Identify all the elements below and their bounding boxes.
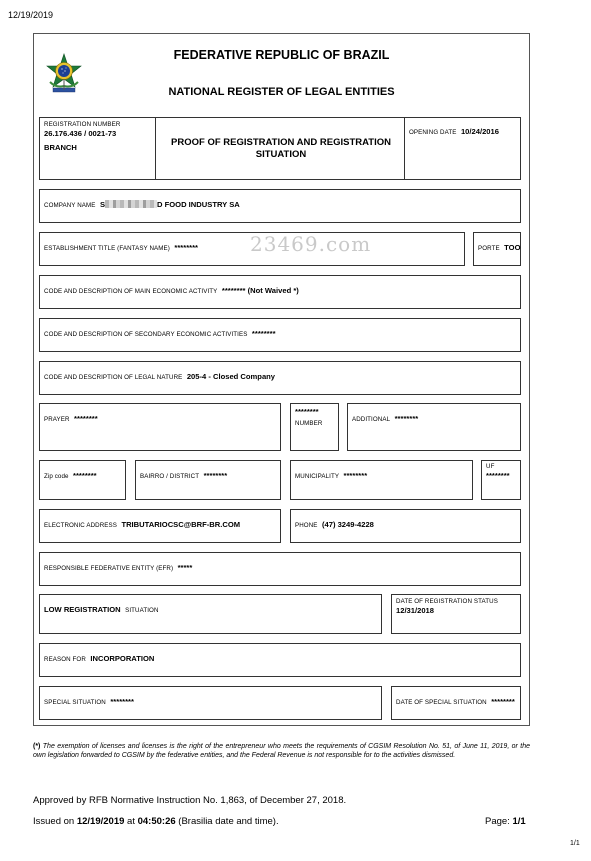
legal-nature-label: CODE AND DESCRIPTION OF LEGAL NATURE <box>44 374 183 381</box>
main-activity-box <box>39 275 521 309</box>
situation-date-label: DATE OF REGISTRATION STATUS <box>396 598 498 605</box>
number-label: NUMBER <box>295 420 323 427</box>
special-date-value: ******** <box>491 697 515 706</box>
registration-type: BRANCH <box>44 143 77 152</box>
uf-value: ******** <box>486 471 510 480</box>
efr-box <box>39 552 521 586</box>
company-name-box <box>39 189 521 223</box>
registration-number-box <box>39 117 156 180</box>
watermark: 23469.com <box>250 232 372 256</box>
proof-title-box <box>155 117 405 180</box>
phone-label: PHONE <box>295 522 318 529</box>
issued-at: at <box>127 816 135 827</box>
special-situation-box <box>39 686 382 720</box>
situation-date-box <box>391 594 521 634</box>
legal-nature-value: 205-4 - Closed Company <box>186 372 276 381</box>
footnote-text: The exemption of licenses and licenses is the right of the entrepreneur who meets the requirements of CGSIM Resolution No. 51, of June 11, 2019, or the own legislation forwarded to CGSIM by the federative entities, and the Federal Revenue is not responsible for to the activities dismissed. <box>33 743 530 759</box>
phone-value: (47) 3249-4228 <box>321 520 374 529</box>
prayer-value: ******** <box>74 414 98 423</box>
municipality-box <box>290 460 473 500</box>
redacted-block <box>105 200 157 208</box>
page-value: 1/1 <box>512 816 526 827</box>
special-situation-label: SPECIAL SITUATION <box>44 699 106 706</box>
establishment-label: ESTABLISHMENT TITLE (FANTASY NAME) <box>44 245 170 252</box>
page-indicator <box>485 816 526 827</box>
secondary-activity-box <box>39 318 521 352</box>
uf-label: UF <box>486 463 495 470</box>
additional-box <box>347 403 521 451</box>
additional-label: ADDITIONAL <box>352 416 391 423</box>
issued-time: 04:50:26 <box>137 816 176 827</box>
additional-value: ******** <box>394 414 419 423</box>
porte-box <box>473 232 521 266</box>
document-subtitle: NATIONAL REGISTER OF LEGAL ENTITIES <box>168 86 395 98</box>
company-name-suffix: D FOOD INDUSTRY SA <box>157 200 240 209</box>
registration-number-label: REGISTRATION NUMBER <box>44 121 121 128</box>
main-activity-label: CODE AND DESCRIPTION OF MAIN ECONOMIC ACTIVITY <box>44 288 218 295</box>
print-date: 12/19/2019 <box>8 10 54 20</box>
opening-date-box <box>404 117 521 180</box>
porte-value: TOO <box>504 243 521 252</box>
special-date-box <box>391 686 521 720</box>
secondary-activity-value: ******** <box>251 329 276 338</box>
issued-date: 12/19/2019 <box>76 816 125 827</box>
issued-line <box>33 816 279 827</box>
page-label: Page: <box>485 816 510 827</box>
issued-suffix: (Brasilia date and time). <box>178 816 279 827</box>
municipality-value: ******** <box>343 471 368 480</box>
district-box <box>135 460 281 500</box>
zip-label: Zip code <box>44 473 69 480</box>
district-label: BAIRRO / DISTRICT <box>140 473 200 480</box>
reason-value: INCORPORATION <box>90 654 155 663</box>
issued-prefix: Issued on <box>33 816 75 827</box>
main-activity-value: ******** (Not Waived *) <box>221 286 299 295</box>
company-name-prefix: S <box>99 200 106 209</box>
opening-date-label: OPENING DATE <box>409 129 457 136</box>
situation-value: LOW REGISTRATION <box>44 605 121 614</box>
reason-label: REASON FOR <box>44 656 86 663</box>
corner-page-number: 1/1 <box>570 840 580 847</box>
situation-box <box>39 594 382 634</box>
special-situation-value: ******** <box>110 697 134 706</box>
special-date-label: DATE OF SPECIAL SITUATION <box>396 699 487 706</box>
proof-title: PROOF OF REGISTRATION AND REGISTRATION SITUATION <box>171 137 391 160</box>
efr-value: ***** <box>177 563 193 572</box>
uf-box <box>481 460 521 500</box>
situation-date-value: 12/31/2018 <box>396 606 435 615</box>
situation-label: SITUATION <box>125 607 159 614</box>
phone-box <box>290 509 521 543</box>
porte-label: PORTE <box>478 245 500 252</box>
registration-number: 26.176.436 / 0021-73 <box>44 129 117 138</box>
email-value: TRIBUTARIOCSC@BRF-BR.COM <box>121 520 241 529</box>
document-title: FEDERATIVE REPUBLIC OF BRAZIL <box>173 48 390 62</box>
email-label: ELECTRONIC ADDRESS <box>44 522 117 529</box>
efr-label: RESPONSIBLE FEDERATIVE ENTITY (EFR) <box>44 565 174 572</box>
zip-value: ******** <box>73 471 97 480</box>
company-name-label: COMPANY NAME <box>44 202 96 209</box>
approved-line: Approved by RFB Normative Instruction No. 1,863, of December 27, 2018. <box>33 795 347 806</box>
municipality-label: MUNICIPALITY <box>295 473 340 480</box>
district-value: ******** <box>203 471 228 480</box>
prayer-label: PRAYER <box>44 416 70 423</box>
number-value: ******** <box>295 407 319 416</box>
footnote-mark: (*) <box>33 743 41 750</box>
secondary-activity-label: CODE AND DESCRIPTION OF SECONDARY ECONOMIC ACTIVITIES <box>44 331 248 338</box>
prayer-box <box>39 403 281 451</box>
zip-box <box>39 460 126 500</box>
email-box <box>39 509 281 543</box>
opening-date: 10/24/2016 <box>460 127 499 136</box>
reason-box <box>39 643 521 677</box>
legal-nature-box <box>39 361 521 395</box>
footnote <box>33 742 530 760</box>
number-box <box>290 403 339 451</box>
establishment-value: ******** <box>174 243 199 252</box>
